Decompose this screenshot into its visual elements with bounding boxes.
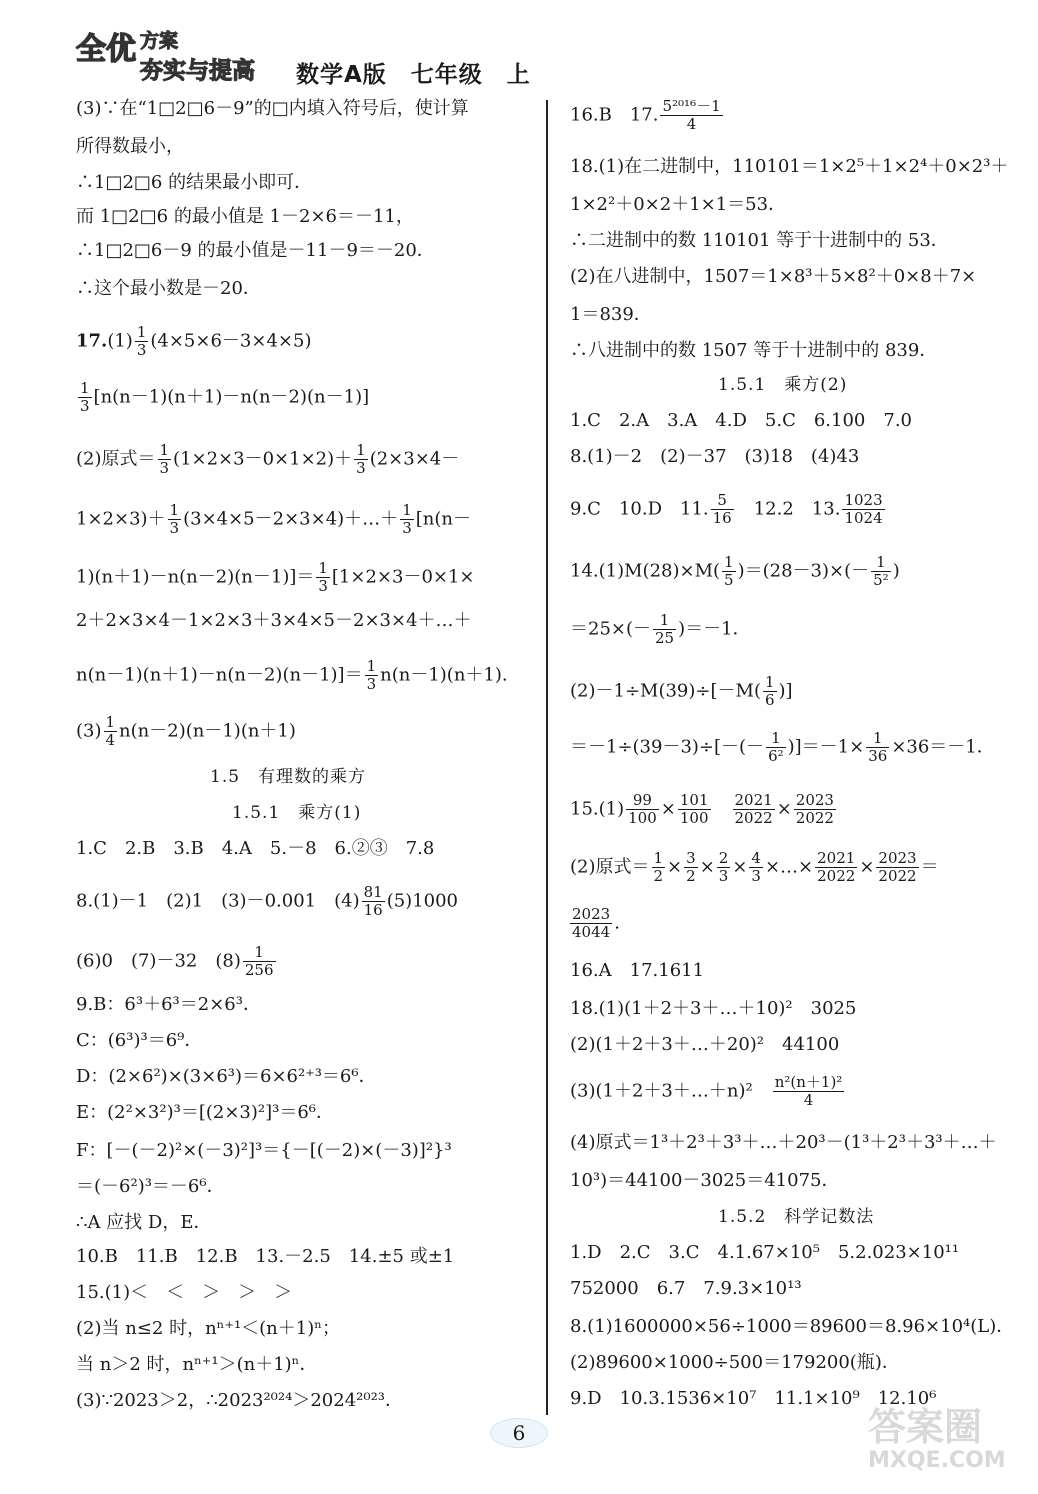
text-line: ∴这个最小数是－20． (76, 278, 261, 299)
fraction: $\frac{1}{3}$ (169, 501, 180, 537)
logo-text: 方案 (140, 30, 179, 52)
text-line: 15.(1)＜ ＜ ＞ ＞ ＞ (76, 1282, 293, 1303)
text-line: (2)在八进制中，1507＝1×8³＋5×8²＋0×8＋7× (570, 266, 977, 287)
text-line: (3)∵2023＞2，∴2023²⁰²⁴＞2024²⁰²³． (76, 1390, 404, 1411)
text: (4×5×6－3×4×5) (150, 330, 312, 352)
text-line: 2＋2×3×4－1×2×3＋3×4×5－2×3×4＋…＋ (76, 610, 472, 631)
text-line: (2)当 n≤2 时，nⁿ⁺¹＜(n＋1)ⁿ； (76, 1318, 341, 1339)
text-line: F：[－(－2)²×(－3)²]³＝{－[(－2)×(－3)]²}³ (76, 1140, 452, 1161)
fraction: $\frac{1}{3}$ (366, 657, 377, 693)
watermark-logo: 答案圈 (868, 1405, 983, 1449)
text-line: (2)(1＋2＋3＋…＋20)² 44100 (570, 1034, 840, 1055)
text-line: (2)原式＝ $\frac{1}{2}$ × $\frac{3}{2}$ × $\frac{2}{3}$ × $\frac{4}{3}$ ×…× $\frac{2021}{2022}$ × $\frac{2023}{2022}$ ＝ (570, 849, 939, 885)
text-line: C：(6³)³＝6⁹． (76, 1030, 203, 1051)
watermark-url: MXQE.COM (868, 1448, 1006, 1473)
fraction: $\frac{1}{3}$ (159, 441, 170, 477)
text-line: 所得数最小， (76, 136, 184, 157)
text-line: 8.(1)1600000×56÷1000＝89600＝8.96×10⁴(L)． (570, 1316, 1015, 1337)
page-title: 数学A版 七年级 上 (296, 62, 531, 88)
fraction: $\frac{1}{256}$ (244, 943, 274, 979)
text-line: $\frac{2023}{4044}$ . (572, 905, 620, 941)
text: (1) (107, 330, 133, 352)
fraction: $\frac{81}{16}$ (363, 883, 383, 919)
text-line: (2)原式＝ $\frac{1}{3}$ (1×2×3－0×1×2)＋ $\frac{1}{3}$ (2×3×4－ (76, 441, 460, 477)
question-number: 17. (76, 330, 108, 352)
text-line: 1＝839． (570, 304, 652, 325)
section-heading: 1.5.1 乘方(1) (232, 803, 362, 823)
text-line: 1.C 2.A 3.A 4.D 5.C 6.100 7.0 (570, 410, 912, 431)
text-line: 18.(1)在二进制中，110101＝1×2⁵＋1×2⁴＋0×2³＋ (570, 156, 1009, 177)
text-line: n(n－1)(n＋1)－n(n－2)(n－1)]＝ $\frac{1}{3}$ n(n－1)(n＋1). (76, 657, 508, 693)
text-line: 1)(n＋1)－n(n－2)(n－1)]＝ $\frac{1}{3}$ [1×2×3－0×1× (76, 559, 475, 595)
text-line (76, 324, 311, 359)
text-line: 18.(1)(1＋2＋3＋…＋10)² 3025 (570, 998, 857, 1019)
text-line: 752000 6.7 7.9.3×10¹³ (570, 1278, 802, 1299)
text: [n(n－1)(n＋1)－n(n－2)(n－1)] (93, 386, 370, 408)
text-line: ∴二进制中的数 110101 等于十进制中的 53． (570, 230, 949, 251)
page-header (72, 20, 972, 96)
text-line: ∴1□2□6－9 的最小值是－11－9＝－20． (76, 240, 435, 261)
text-line: (6)0 (7)－32 (8) $\frac{1}{256}$ (76, 943, 274, 979)
text-line: (3)(1＋2＋3＋…＋n)² $\frac{\text{n²(n＋1)²}}{4}$ (570, 1073, 843, 1109)
text-line: 8.(1)－1 (2)1 (3)－0.001 (4) $\frac{81}{16}$ (5)1000 (76, 883, 459, 919)
text-line: 8.(1)－2 (2)－37 (3)18 (4)43 (570, 446, 860, 467)
text-line: 15.(1) $\frac{99}{100}$ × $\frac{101}{100}$ $\frac{2021}{2022}$ × $\frac{2023}{2022}$ (570, 791, 834, 827)
fraction: $\frac{1}{3}$ (318, 559, 328, 595)
text-line: 当 n＞2 时，nⁿ⁺¹＞(n＋1)ⁿ． (76, 1354, 318, 1375)
fraction: $\frac{1023}{1024}$ (844, 491, 883, 527)
book-logo (72, 20, 282, 90)
text-line: ＝(－6²)³＝－6⁶． (76, 1176, 225, 1197)
text-line: (4)原式＝1³＋2³＋3³＋…＋20³－(1³＋2³＋3³＋…＋ (570, 1132, 997, 1153)
text-line: 16.B 17. $\frac{\text{5²⁰¹⁶－1}}{4}$ (570, 97, 721, 133)
text-line: 1×2²＋0×2＋1×1＝53． (570, 194, 787, 215)
text-line: ∴1□2□6 的结果最小即可． (76, 172, 313, 193)
text-line: ∴八进制中的数 1507 等于十进制中的 839． (570, 340, 938, 361)
fraction: $\frac{1}{3}$ (356, 441, 366, 477)
logo-text: 夯实与提高 (140, 58, 255, 84)
section-heading: 1.5.1 乘方(2) (718, 375, 848, 395)
fraction: $\frac{1}{3}$ (136, 323, 147, 359)
text-line: 10.B 11.B 12.B 13.－2.5 14.±5 或±1 (76, 1246, 455, 1267)
text-line: ∴A 应找 D，E． (76, 1212, 212, 1233)
text-line: 10³)＝44100－3025＝41075． (570, 1170, 840, 1191)
logo-text: 全优 (76, 32, 136, 67)
section-heading: 1.5 有理数的乘方 (210, 767, 367, 787)
fraction: $\frac{1}{3}$ (80, 379, 90, 415)
text-line: 1.D 2.C 3.C 4.1.67×10⁵ 5.2.023×10¹¹ (570, 1242, 960, 1263)
text-line (76, 380, 369, 415)
text-line: 1×2×3)＋ $\frac{1}{3}$ (3×4×5－2×3×4)＋…＋ $\frac{1}{3}$ [n(n－ (76, 501, 471, 537)
fraction: $\frac{5}{16}$ (712, 491, 732, 527)
text-line: ＝－1÷(39－3)÷[－(－ $\frac{1}{\text{6²}}$ )]＝－1× $\frac{1}{36}$ ×36＝－1． (570, 729, 995, 765)
text-line: (2)－1÷M(39)÷[－M( $\frac{1}{6}$ )] (570, 673, 793, 709)
text-line: (3) $\frac{1}{4}$ n(n－2)(n－1)(n＋1) (76, 713, 296, 749)
fraction: $\frac{1}{3}$ (402, 501, 412, 537)
text-line: 16.A 17.1611 (570, 960, 705, 981)
fraction: $\frac{1}{4}$ (105, 713, 116, 749)
text-line: 14.(1)M(28)×M( $\frac{1}{5}$ )＝(28－3)×(－ $\frac{1}{\text{5²}}$ ) (570, 553, 900, 589)
text-line: 9.C 10.D 11. $\frac{5}{16}$ 12.2 13. $\frac{1023}{1024}$ (570, 491, 883, 527)
text-line: E：(2²×3²)³＝[(2×3)²]³＝6⁶． (76, 1102, 334, 1123)
fraction: $\frac{\text{5²⁰¹⁶－1}}{4}$ (662, 97, 721, 133)
section-heading: 1.5.2 科学记数法 (718, 1207, 875, 1227)
text-line: 1.C 2.B 3.B 4.A 5.－8 6.②③ 7.8 (76, 838, 435, 859)
text-line: 9.D 10.3.1536×10⁷ 11.1×10⁹ 12.10⁶ (570, 1388, 937, 1409)
text-line: 9.B：6³＋6³＝2×6³． (76, 994, 261, 1015)
column-divider (546, 100, 548, 1415)
text-line: (2)89600×1000÷500＝179200(瓶)． (570, 1352, 900, 1373)
text-line: D：(2×6²)×(3×6³)＝6×6²⁺³＝6⁶． (76, 1066, 377, 1087)
text-line: 而 1□2□6 的最小值是 1－2×6＝－11， (76, 206, 414, 227)
text-line: (3)∵在“1□2□6－9”的□内填入符号后，使计算 (76, 98, 469, 119)
text-line: ＝25×(－ $\frac{1}{25}$ )＝－1． (570, 611, 751, 647)
page-number-text: 6 (490, 1418, 549, 1448)
